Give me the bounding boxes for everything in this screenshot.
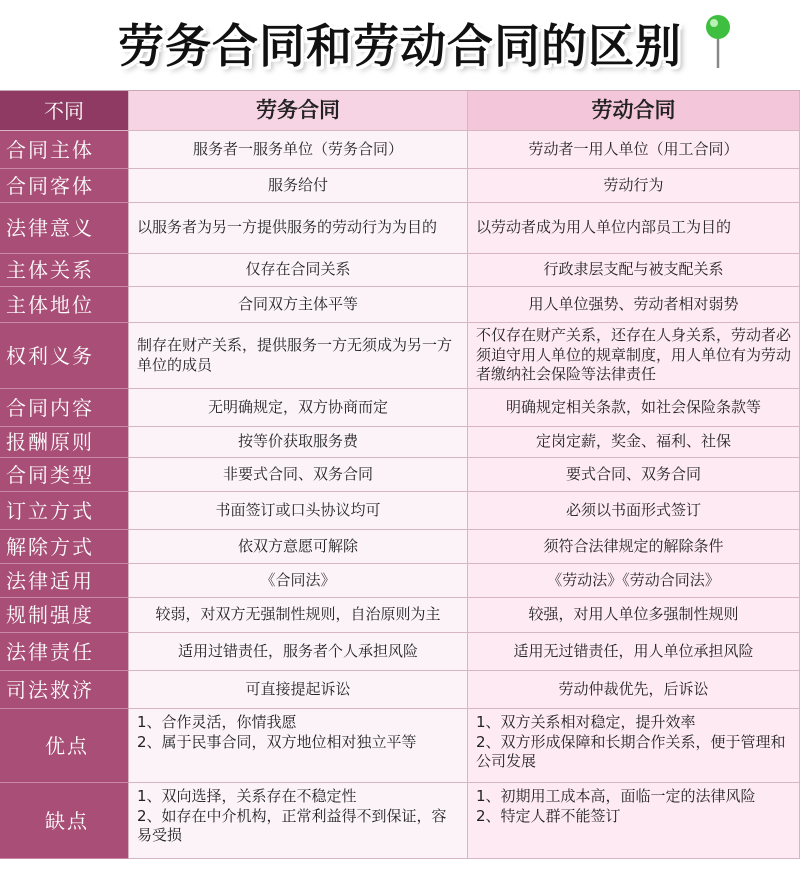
labour-contract-cell: 行政隶层支配与被支配关系	[468, 254, 800, 287]
list-item: 2、特定人群不能签订	[476, 806, 621, 825]
cons-labour-contract-cell	[468, 783, 800, 859]
labour-service-cell: 按等价获取服务费	[129, 427, 468, 458]
labour-contract-cell: 劳动行为	[468, 169, 800, 203]
labour-contract-cell: 须符合法律规定的解除条件	[468, 530, 800, 564]
row-label: 合同类型	[0, 458, 129, 492]
row-label: 规制强度	[0, 598, 129, 633]
row-label: 法律责任	[0, 633, 129, 671]
row-label: 报酬原则	[0, 427, 129, 458]
row-label: 法律适用	[0, 564, 129, 598]
labour-contract-cell: 用人单位强势、劳动者相对弱势	[468, 287, 800, 323]
labour-service-cell: 适用过错责任，服务者个人承担风险	[129, 633, 468, 671]
labour-service-cell: 无明确规定，双方协商而定	[129, 389, 468, 427]
header-labour-contract: 劳动合同	[468, 91, 800, 131]
row-label: 主体关系	[0, 254, 129, 287]
row-label: 合同主体	[0, 131, 129, 169]
labour-service-cell: 非要式合同、双务合同	[129, 458, 468, 492]
header-criteria: 不同	[0, 91, 129, 131]
labour-service-cell: 书面签订或口头协议均可	[129, 492, 468, 530]
list-item: 1、初期用工成本高，面临一定的法律风险	[476, 787, 756, 805]
list-item: 2、如存在中介机构，正常利益得不到保证，容易受损	[137, 806, 447, 844]
title-bar	[0, 0, 800, 86]
pros-label: 优点	[0, 709, 129, 783]
labour-contract-cell: 适用无过错责任，用人单位承担风险	[468, 633, 800, 671]
cons-labour-service-cell	[129, 783, 468, 859]
labour-service-cell: 依双方意愿可解除	[129, 530, 468, 564]
list-item: 1、双方关系相对稳定，提升效率	[476, 713, 696, 731]
labour-service-cell: 制存在财产关系，提供服务一方无须成为另一方单位的成员	[129, 323, 468, 389]
labour-service-cell: 服务给付	[129, 169, 468, 203]
row-label: 订立方式	[0, 492, 129, 530]
labour-contract-cell: 《劳动法》《劳动合同法》	[468, 564, 800, 598]
labour-service-cell: 较弱，对双方无强制性规则，自治原则为主	[129, 598, 468, 633]
labour-service-cell: 仅存在合同关系	[129, 254, 468, 287]
row-label: 解除方式	[0, 530, 129, 564]
header-labour-service-contract: 劳务合同	[129, 91, 468, 131]
labour-service-cell: 可直接提起诉讼	[129, 671, 468, 709]
labour-service-cell: 服务者一服务单位（劳务合同）	[129, 131, 468, 169]
labour-contract-cell: 明确规定相关条款，如社会保险条款等	[468, 389, 800, 427]
row-label: 法律意义	[0, 203, 129, 254]
labour-service-cell: 合同双方主体平等	[129, 287, 468, 323]
pros-labour-contract-cell	[468, 709, 800, 783]
labour-contract-cell: 要式合同、双务合同	[468, 458, 800, 492]
labour-contract-cell: 以劳动者成为用人单位内部员工为目的	[468, 203, 800, 254]
labour-contract-cell: 必须以书面形式签订	[468, 492, 800, 530]
row-label: 主体地位	[0, 287, 129, 323]
list-item: 1、合作灵活，你情我愿	[137, 713, 297, 731]
row-label: 权利义务	[0, 323, 129, 389]
labour-contract-cell: 定岗定薪，奖金、福利、社保	[468, 427, 800, 458]
cons-label: 缺点	[0, 783, 129, 859]
labour-service-cell: 《合同法》	[129, 564, 468, 598]
list-item: 2、双方形成保障和长期合作关系，便于管理和公司发展	[476, 732, 786, 770]
labour-contract-cell: 劳动者一用人单位（用工合同）	[468, 131, 800, 169]
pushpin-icon	[703, 14, 733, 70]
labour-contract-cell: 劳动仲裁优先，后诉讼	[468, 671, 800, 709]
labour-contract-cell: 不仅存在财产关系，还存在人身关系，劳动者必须迫守用人单位的规章制度，用人单位有为劳动者缴纳社会保险等法律责任	[468, 323, 800, 389]
labour-contract-cell: 较强，对用人单位多强制性规则	[468, 598, 800, 633]
page-title: 劳务合同和劳动合同的区别	[118, 19, 682, 73]
row-label: 合同内容	[0, 389, 129, 427]
pros-labour-service-cell	[129, 709, 468, 783]
list-item: 2、属于民事合同，双方地位相对独立平等	[137, 732, 417, 751]
comparison-table	[0, 90, 800, 859]
list-item: 1、双向选择，关系存在不稳定性	[137, 787, 357, 805]
row-label: 合同客体	[0, 169, 129, 203]
row-label: 司法救济	[0, 671, 129, 709]
labour-service-cell: 以服务者为另一方提供服务的劳动行为为目的	[129, 203, 468, 254]
